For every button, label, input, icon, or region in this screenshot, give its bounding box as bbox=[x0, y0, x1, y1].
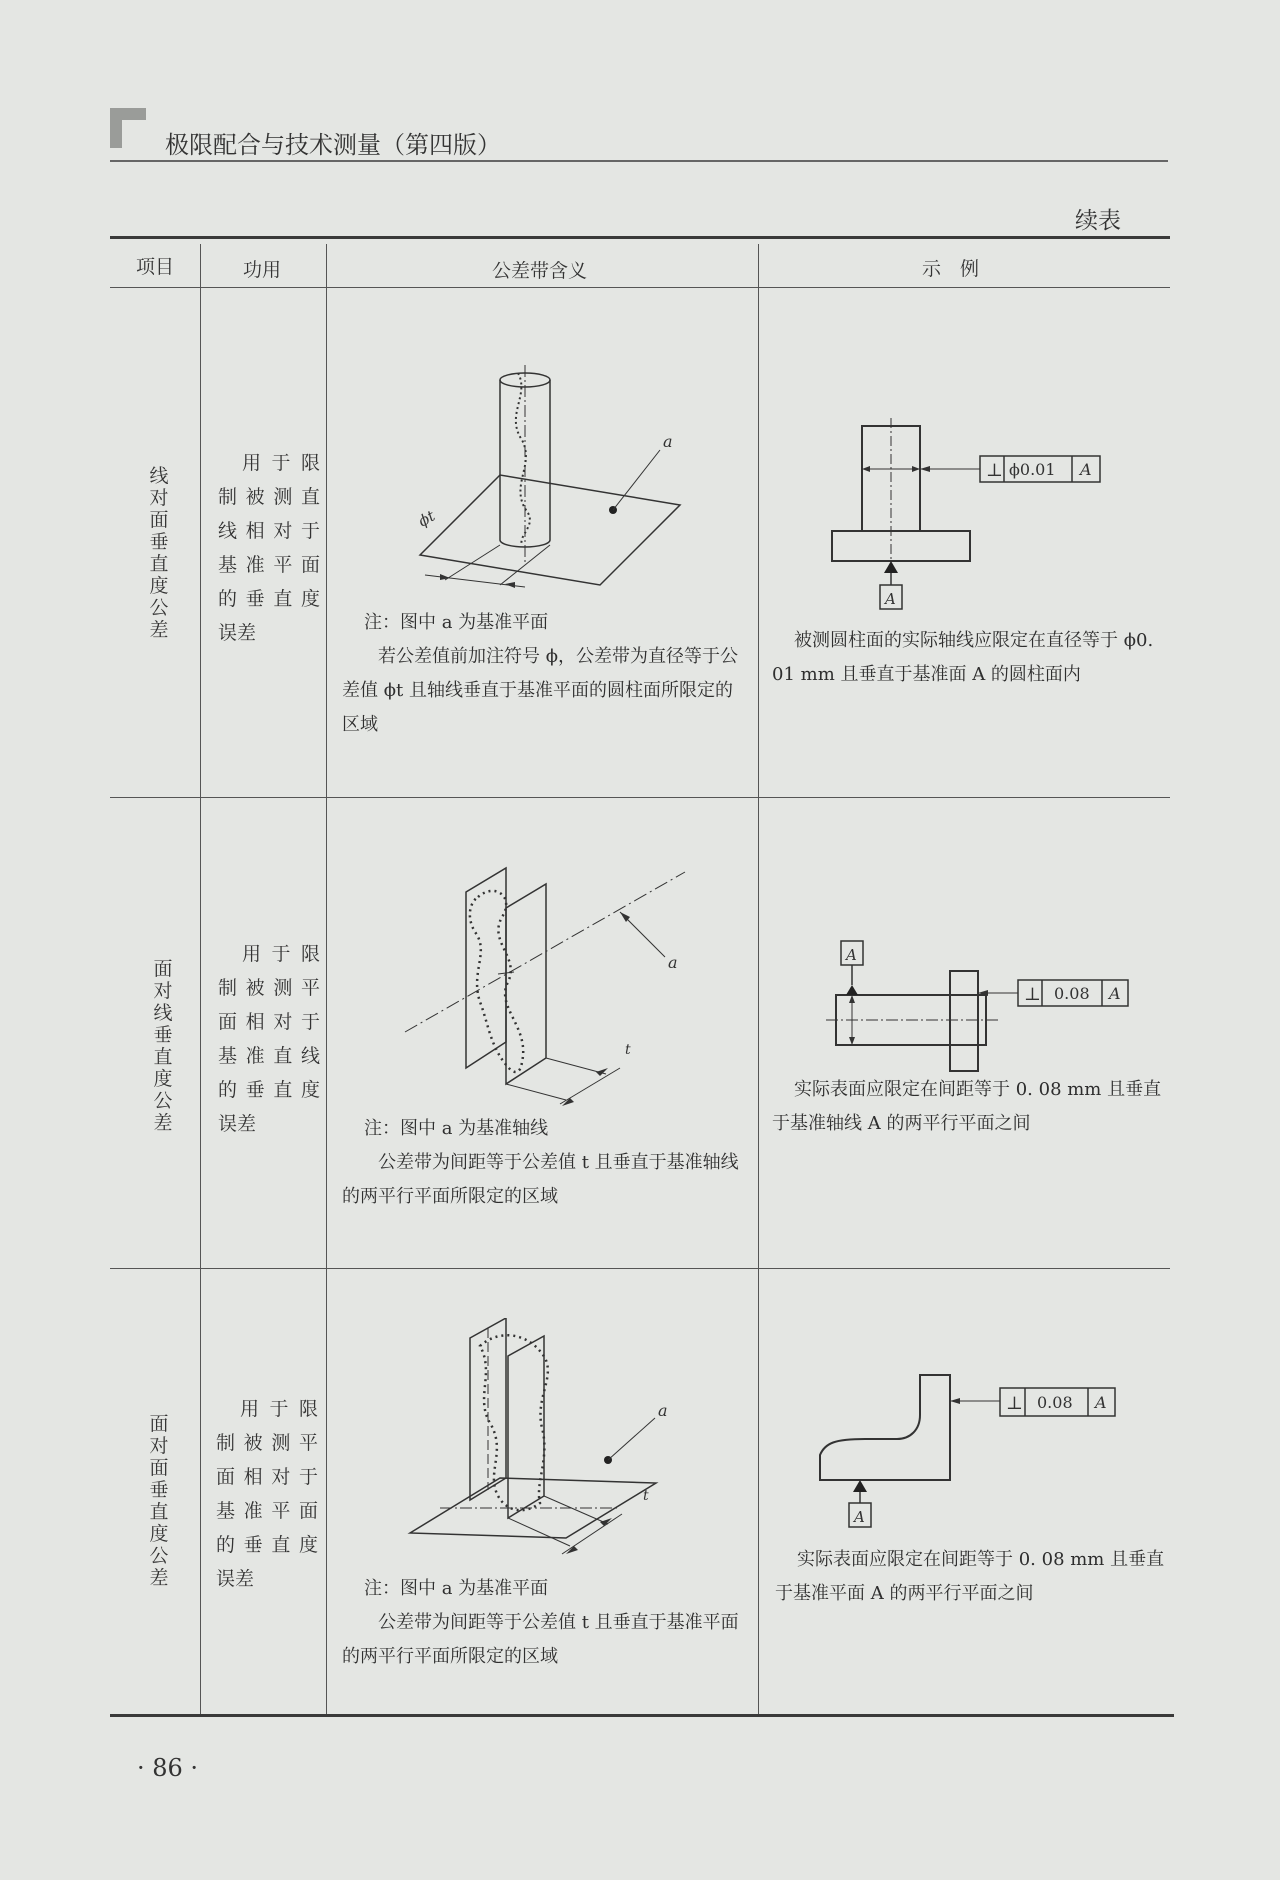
actual-axis-curve bbox=[516, 373, 530, 545]
row3-note bbox=[342, 1572, 742, 1674]
perpendicularity-symbol: ⊥ bbox=[1006, 1393, 1023, 1414]
header-corner-mark bbox=[110, 108, 146, 148]
row3-func-line-4: 基准平面 bbox=[216, 1500, 318, 1522]
row1-func-line-1: 用于限 bbox=[242, 452, 320, 474]
row3-func-line-6: 误差 bbox=[216, 1568, 255, 1590]
row1-func-line-3: 线相对于 bbox=[218, 520, 320, 542]
table-top-rule bbox=[110, 236, 1170, 239]
zone-plane-right bbox=[506, 884, 546, 1084]
column-header-function: 功用 bbox=[243, 259, 282, 281]
dimension-arrow-left bbox=[440, 574, 450, 580]
row1-func-line-2: 制被测直 bbox=[218, 486, 320, 508]
row3-note-body: 公差带为间距等于公差值 t 且垂直于基准平面的两平行平面所限定的区域 bbox=[342, 1612, 739, 1667]
perpendicularity-symbol: ⊥ bbox=[986, 460, 1003, 481]
row1-func-line-4: 基准平面 bbox=[218, 554, 320, 576]
datum-box-letter: A bbox=[854, 1508, 865, 1526]
book-title: 极限配合与技术测量（第四版） bbox=[165, 131, 501, 159]
row1-note bbox=[342, 606, 742, 742]
column-divider-3 bbox=[758, 244, 759, 1714]
tolerance-value: ϕ0.01 bbox=[1009, 460, 1056, 479]
row1-example-text bbox=[772, 624, 1162, 692]
column-header-item: 项目 bbox=[136, 256, 175, 278]
zone-width-label: t bbox=[643, 1488, 649, 1504]
row2-func-line-1: 用于限 bbox=[242, 943, 320, 965]
row2-func-line-5: 的垂直度 bbox=[218, 1079, 320, 1101]
table-bottom-rule bbox=[110, 1714, 1174, 1717]
column-divider-1 bbox=[200, 244, 201, 1714]
dim-arrow-left bbox=[862, 466, 870, 472]
row1-example-drawing bbox=[820, 418, 1120, 618]
zone-plane-left bbox=[466, 868, 506, 1068]
row2-item-name: 面对线垂直度公差 bbox=[153, 958, 173, 1134]
row3-example-description: 实际表面应限定在间距等于 0. 08 mm 且垂直于基准平面 A 的两平行平面之间 bbox=[775, 1549, 1165, 1604]
dim-extension-2 bbox=[544, 1496, 608, 1524]
table-header-rule bbox=[110, 287, 1170, 288]
row3-zone-diagram bbox=[330, 1318, 754, 1568]
actual-surface-curve bbox=[470, 891, 523, 1072]
row2-func-line-6: 误差 bbox=[218, 1113, 257, 1135]
row2-note-title: 注：图中 a 为基准轴线 bbox=[364, 1118, 549, 1139]
row3-example-drawing bbox=[805, 1365, 1135, 1535]
leader-arrow bbox=[920, 466, 930, 472]
row3-function-text bbox=[216, 1392, 318, 1596]
continued-label: 续表 bbox=[1075, 208, 1121, 234]
row2-zone-diagram bbox=[330, 862, 754, 1112]
row1-example-description: 被测圆柱面的实际轴线应限定在直径等于 ϕ0. 01 mm 且垂直于基准面 A 的圆柱面内 bbox=[772, 630, 1154, 685]
flange-outline bbox=[950, 971, 978, 1071]
datum-label: a bbox=[663, 432, 673, 451]
dim-line bbox=[562, 1514, 622, 1554]
dim-arrow-2 bbox=[596, 1068, 608, 1076]
tolerance-value: 0.08 bbox=[1037, 1393, 1073, 1412]
datum-reference: A bbox=[1109, 984, 1121, 1003]
row1-note-body: 若公差值前加注符号 ϕ，公差带为直径等于公差值 ϕt 且轴线垂直于基准平面的圆柱面所限定的区域 bbox=[342, 646, 738, 735]
datum-label: a bbox=[668, 953, 678, 972]
perpendicularity-symbol: ⊥ bbox=[1024, 984, 1041, 1005]
row1-func-line-6: 误差 bbox=[218, 622, 257, 644]
row2-func-line-2: 制被测平 bbox=[218, 977, 320, 999]
row1-zone-diagram bbox=[330, 365, 754, 605]
row3-example-text bbox=[775, 1543, 1165, 1611]
column-header-zone-meaning: 公差带含义 bbox=[492, 260, 588, 282]
column-header-example: 示 例 bbox=[922, 258, 980, 280]
row3-note-title: 注：图中 a 为基准平面 bbox=[364, 1578, 549, 1599]
datum-leader bbox=[608, 1418, 655, 1460]
bracket-outline bbox=[820, 1375, 950, 1480]
datum-dim-arrow-bottom bbox=[849, 1037, 855, 1045]
row2-func-line-4: 基准直线 bbox=[218, 1045, 320, 1067]
row3-func-line-1: 用于限 bbox=[240, 1398, 318, 1420]
tolerance-value: 0.08 bbox=[1054, 984, 1090, 1003]
dim-arrow-right bbox=[912, 466, 920, 472]
extension-line-left bbox=[445, 545, 500, 580]
page-number: · 86 · bbox=[137, 1754, 199, 1782]
row2-function-text bbox=[218, 937, 320, 1141]
datum-triangle bbox=[853, 1480, 867, 1492]
row1-function-text bbox=[218, 446, 320, 650]
row1-note-title: 注：图中 a 为基准平面 bbox=[364, 612, 549, 633]
datum-box-letter: A bbox=[846, 946, 857, 964]
row1-item-name: 线对面垂直度公差 bbox=[149, 465, 169, 641]
row2-func-line-3: 面相对于 bbox=[218, 1011, 320, 1033]
datum-axis bbox=[405, 872, 685, 1032]
zone-diameter-label: ϕt bbox=[415, 506, 439, 531]
row3-func-line-3: 面相对于 bbox=[216, 1466, 318, 1488]
zone-width-label: t bbox=[625, 1042, 631, 1058]
row3-func-line-5: 的垂直度 bbox=[216, 1534, 318, 1556]
datum-reference: A bbox=[1095, 1393, 1107, 1412]
row1-func-line-5: 的垂直度 bbox=[218, 588, 320, 610]
row2-example-description: 实际表面应限定在间距等于 0. 08 mm 且垂直于基准轴线 A 的两平行平面之间 bbox=[772, 1079, 1162, 1134]
datum-dim-arrow-top bbox=[849, 995, 855, 1003]
leader-arrow bbox=[950, 1398, 960, 1404]
row3-item-name: 面对面垂直度公差 bbox=[149, 1413, 169, 1589]
row-divider-2 bbox=[110, 1268, 1170, 1269]
dim-extension-1 bbox=[506, 1084, 566, 1100]
datum-reference: A bbox=[1080, 460, 1092, 479]
base-outline bbox=[832, 531, 970, 561]
header-rule bbox=[110, 160, 1168, 162]
datum-label: a bbox=[658, 1401, 668, 1420]
dim-extension-2 bbox=[546, 1058, 606, 1074]
row-divider-1 bbox=[110, 797, 1170, 798]
row2-note-body: 公差带为间距等于公差值 t 且垂直于基准轴线的两平行平面所限定的区域 bbox=[342, 1152, 739, 1207]
datum-triangle bbox=[846, 985, 858, 995]
datum-box-letter: A bbox=[885, 590, 896, 608]
datum-triangle bbox=[884, 561, 898, 573]
dim-extension-1 bbox=[508, 1518, 570, 1546]
row2-note bbox=[342, 1112, 742, 1214]
column-divider-2 bbox=[326, 244, 327, 1714]
row3-func-line-2: 制被测平 bbox=[216, 1432, 318, 1454]
row2-example-drawing bbox=[800, 935, 1140, 1075]
dim-line bbox=[560, 1068, 620, 1104]
row2-example-text bbox=[772, 1073, 1162, 1141]
